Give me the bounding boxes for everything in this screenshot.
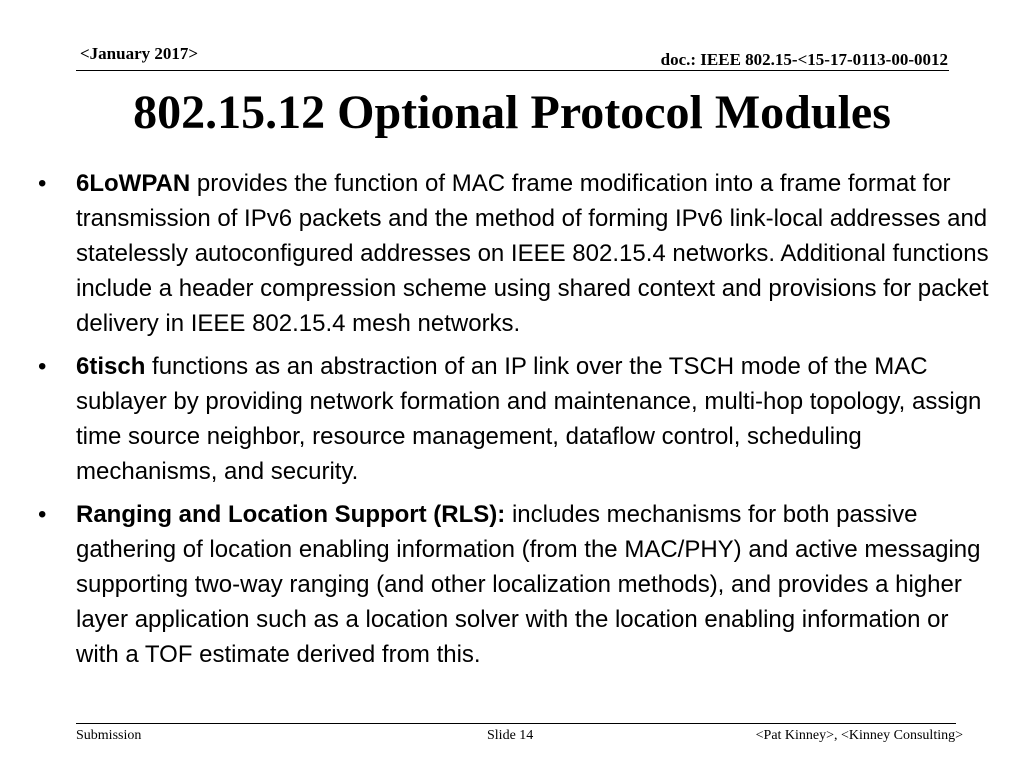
bullet-item-6tisch: [34, 349, 990, 489]
bullet-term: Ranging and Location Support (RLS):: [76, 501, 506, 528]
bullet-list: [34, 166, 990, 680]
footer-submission: Submission: [76, 728, 142, 743]
bullet-text: includes mechanisms for both passive gathering of location enabling information (from the MAC/PHY) and active messaging supporting two-way ranging (and other localization methods), and provides a higher layer application such as a location solver with the location enabling information or with a TOF estimate derived from this.: [76, 501, 981, 668]
header-divider: [76, 70, 949, 71]
header-doc-id: doc.: IEEE 802.15-<15-17-0113-00-0012: [660, 50, 948, 69]
slide-title: 802.15.12 Optional Protocol Modules: [133, 86, 891, 139]
bullet-term: 6tisch: [76, 353, 146, 380]
footer-slide-number: Slide 14: [487, 728, 534, 743]
footer-author: <Pat Kinney>, <Kinney Consulting>: [755, 728, 963, 743]
bullet-marker: •: [38, 170, 47, 197]
bullet-item-6lowpan: [34, 166, 990, 341]
bullet-marker: •: [38, 501, 47, 528]
footer-divider: [76, 723, 956, 724]
bullet-text: provides the function of MAC frame modification into a frame format for transmission of IPv6 packets and the method of forming IPv6 link-local addresses and statelessly autoconfigured addresses on IEEE 802.15.4 networks. Additional functions include a header compression scheme using shared context and provisions for packet delivery in IEEE 802.15.4 mesh networks.: [76, 170, 989, 337]
bullet-item-rls: [34, 497, 990, 672]
bullet-term: 6LoWPAN: [76, 170, 191, 197]
bullet-marker: •: [38, 353, 47, 380]
header-date: <January 2017>: [80, 44, 199, 63]
bullet-text: functions as an abstraction of an IP link over the TSCH mode of the MAC sublayer by providing network formation and maintenance, multi-hop topology, assign time source neighbor, resource management, dataflow control, scheduling mechanisms, and security.: [76, 353, 982, 485]
